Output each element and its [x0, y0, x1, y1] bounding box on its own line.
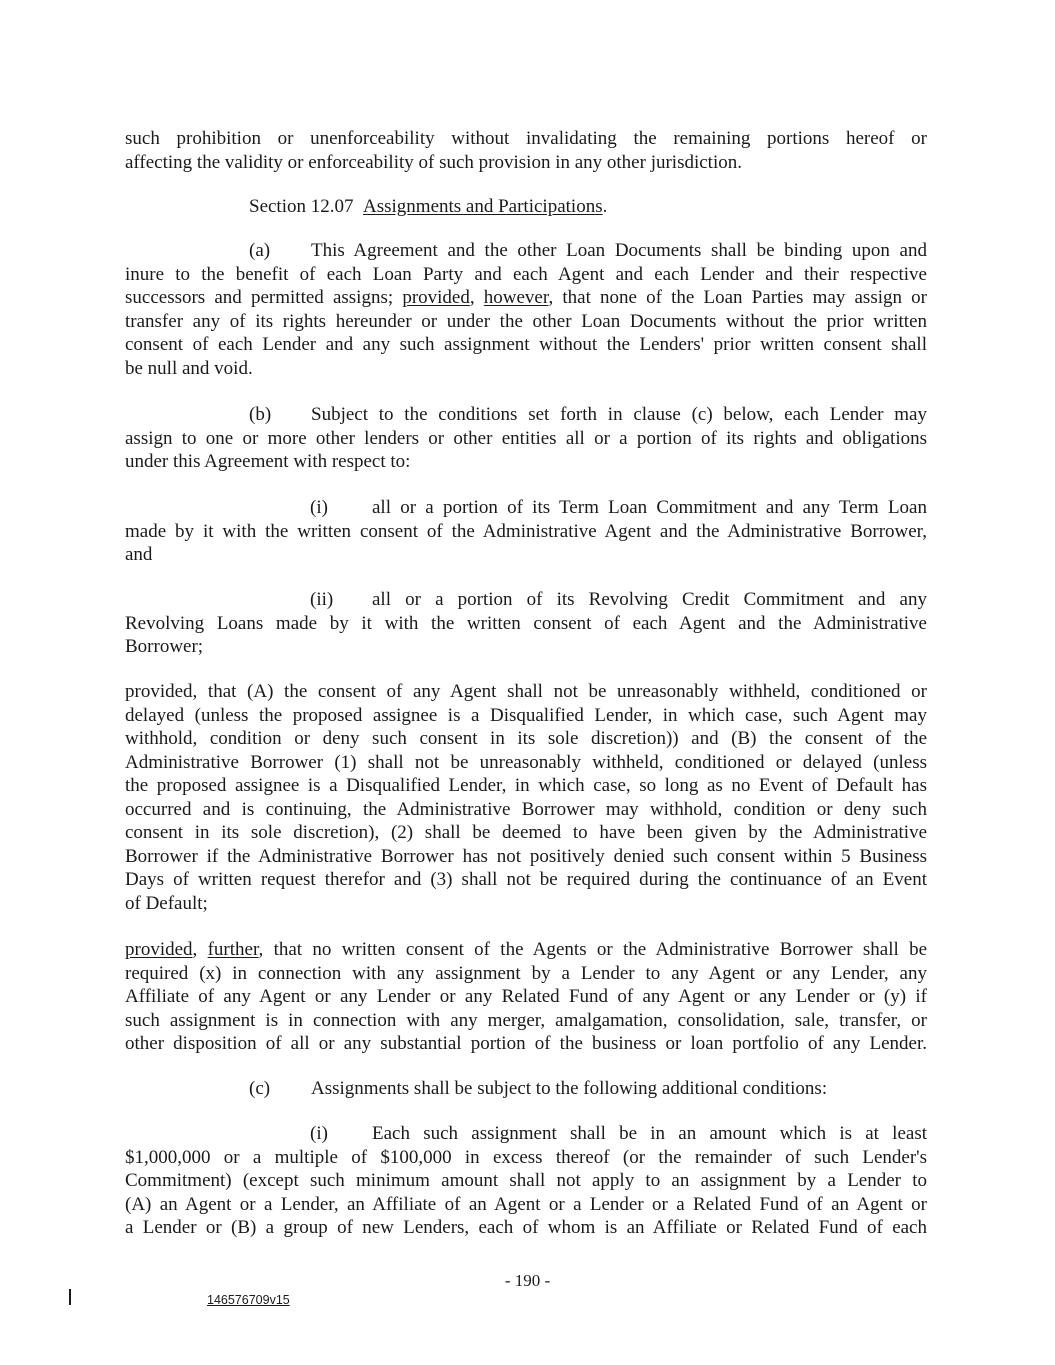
- paragraph-b-ii: [125, 588, 927, 659]
- clause-label: (i): [310, 497, 328, 518]
- text-line: the proposed assignee is a Disqualified Lender, in which case, so long as no Event of Default has: [125, 775, 927, 796]
- text-line: consent in its sole discretion), (2) shall be deemed to have been given by the Administrative: [125, 822, 927, 843]
- paragraph-a: [125, 239, 927, 380]
- text-line: (b) Subject to the conditions set forth in clause (c) below, each Lender may: [249, 404, 927, 425]
- text-line: under this Agreement with respect to:: [125, 451, 411, 472]
- text-line: be null and void.: [125, 357, 253, 379]
- paragraph-c: [125, 1077, 927, 1101]
- clause-label: (a): [249, 240, 271, 261]
- clause-label: (b): [249, 404, 272, 425]
- section-heading: Section 12.07 Assignments and Participations.: [249, 196, 608, 217]
- text-line: Days of written request therefor and (3) shall not be required during the continuance of an Event: [125, 869, 927, 890]
- text-line: (c) Assignments shall be subject to the following additional conditions:: [249, 1078, 828, 1099]
- text-line: (i) Each such assignment shall be in an amount which is at least: [310, 1123, 927, 1144]
- text-line: Revolving Loans made by it with the written consent of each Agent and the Administrative: [125, 612, 927, 634]
- text-line: and: [125, 544, 153, 565]
- text-line: required (x) in connection with any assignment by a Lender to any Agent or any Lender, any: [125, 962, 927, 984]
- paragraph-severability-end: [125, 127, 927, 174]
- paragraph-provided: [125, 680, 927, 915]
- text-line: provided, further, that no written consent of the Agents or the Administrative Borrower shall be: [125, 939, 928, 960]
- text-line: made by it with the written consent of the Administrative Agent and the Administrative Borrower,: [125, 520, 927, 542]
- document-id: 146576709v15: [207, 1293, 290, 1307]
- text-line: consent of each Lender and any such assignment without the Lenders' prior written consent shall: [125, 334, 927, 355]
- clause-label: (i): [310, 1123, 328, 1144]
- text-line: such assignment is in connection with any merger, amalgamation, consolidation, sale, transfer, or: [125, 1009, 927, 1031]
- text-line: (a) This Agreement and the other Loan Documents shall be binding upon and: [249, 240, 927, 261]
- change-bar: [69, 1289, 71, 1305]
- text-line: other disposition of all or any substantial portion of the business or loan portfolio of any Lender.: [125, 1033, 927, 1054]
- text-line: withhold, condition or deny such consent in its sole discretion)) and (B) the consent of the: [125, 728, 927, 749]
- text-line: transfer any of its rights hereunder or under the other Loan Documents without the prior written: [125, 310, 927, 332]
- text-line: affecting the validity or enforceability of such provision in any other jurisdiction.: [125, 151, 742, 173]
- text-line: assign to one or more other lenders or other entities all or a portion of its rights and obligations: [125, 427, 927, 449]
- clause-label: (ii): [310, 589, 334, 610]
- text-line: (i) all or a portion of its Term Loan Commitment and any Term Loan: [310, 497, 927, 518]
- paragraph-b: [125, 403, 927, 474]
- text-line: inure to the benefit of each Loan Party and each Agent and each Lender and their respective: [125, 263, 927, 285]
- text-line: a Lender or (B) a group of new Lenders, each of whom is an Affiliate or Related Fund of each: [125, 1217, 927, 1238]
- section-title: Assignments and Participations: [363, 196, 603, 217]
- paragraph-b-i: [125, 496, 927, 567]
- text-line: delayed (unless the proposed assignee is a Disqualified Lender, in which case, such Agent may: [125, 704, 927, 726]
- text-line: of Default;: [125, 892, 208, 914]
- text-line: Administrative Borrower (1) shall not be unreasonably withheld, conditioned or delayed (unless: [125, 751, 927, 773]
- clause-label: (c): [249, 1078, 271, 1099]
- text-line: provided, that (A) the consent of any Agent shall not be unreasonably withheld, conditioned or: [125, 681, 927, 702]
- text-line: Affiliate of any Agent or any Lender or any Related Fund of any Agent or any Lender or (y) if: [125, 986, 927, 1007]
- text-line: such prohibition or unenforceability without invalidating the remaining portions hereof or: [125, 128, 927, 149]
- section-number: Section 12.07: [249, 196, 354, 217]
- text-line: successors and permitted assigns; provided, however, that none of the Loan Parties may assign or: [125, 287, 927, 308]
- text-line: $1,000,000 or a multiple of $100,000 in excess thereof (or the remainder of such Lender's: [125, 1146, 927, 1168]
- text-line: occurred and is continuing, the Administrative Borrower may withhold, condition or deny such: [125, 798, 927, 820]
- text-line: Borrower if the Administrative Borrower has not positively denied such consent within 5 Business: [125, 845, 927, 867]
- page-number: - 190 -: [504, 1271, 551, 1290]
- paragraph-provided-further: [125, 938, 927, 1056]
- text-line: Commitment) (except such minimum amount shall not apply to an assignment by a Lender to: [125, 1170, 927, 1191]
- paragraph-c-i: [125, 1122, 927, 1240]
- text-line: (A) an Agent or a Lender, an Affiliate of an Agent or a Lender or a Related Fund of an Agent or: [125, 1193, 927, 1215]
- text-line: (ii) all or a portion of its Revolving Credit Commitment and any: [310, 589, 927, 610]
- text-line: Borrower;: [125, 636, 204, 657]
